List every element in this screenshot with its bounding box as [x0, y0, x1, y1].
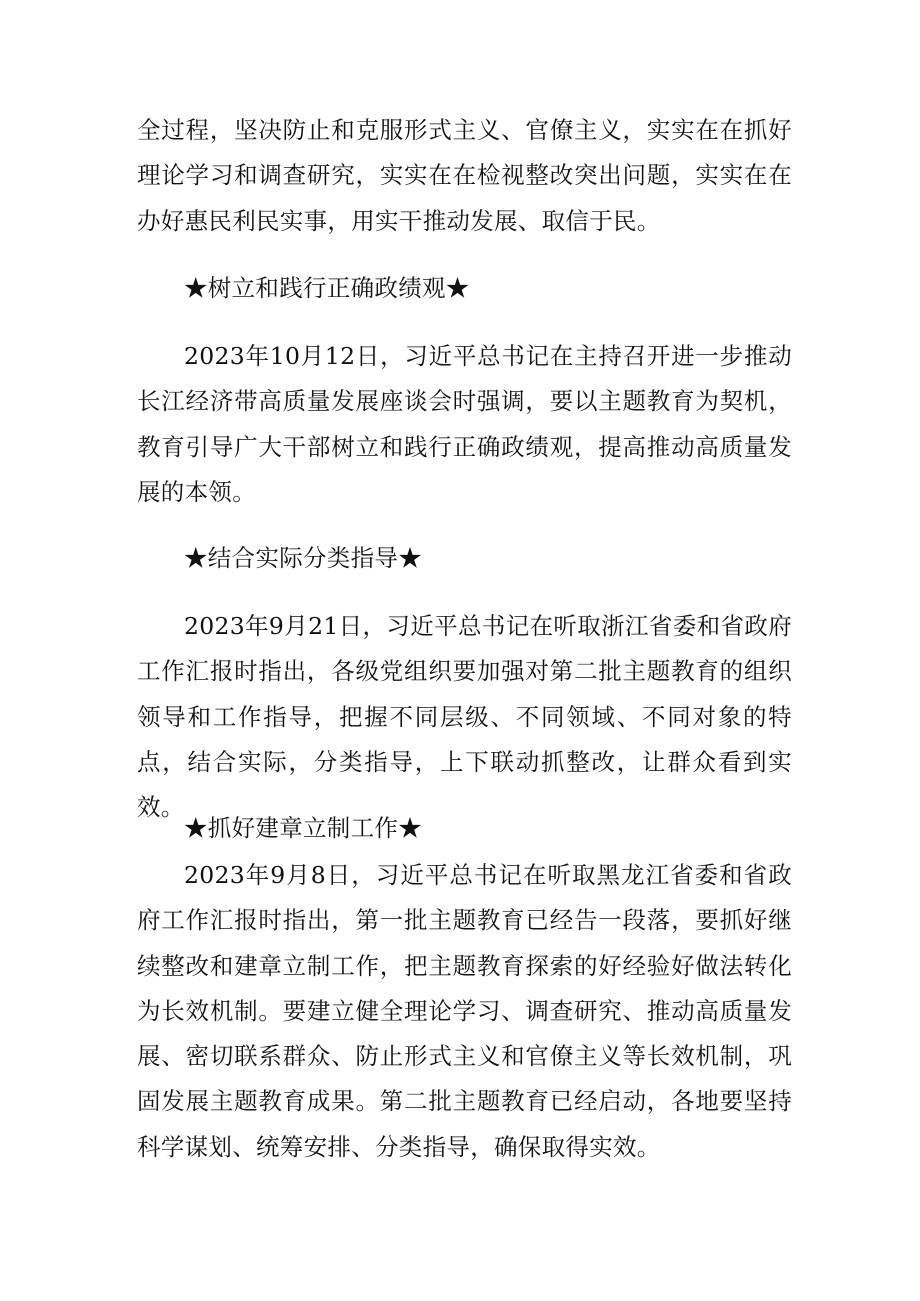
section-body-classified-guidance: 2023年9月21日，习近平总书记在听取浙江省委和省政府工作汇报时指出，各级党组织要加强对第二批主题教育的组织领导和工作指导，把握不同层级、不同领域、不同对象的特点，结合实际，分类指导，上下联动抓整改，让群众看到实效。 — [137, 612, 792, 822]
section-body-political-performance: 2023年10月12日，习近平总书记在主持召开进一步推动长江经济带高质量发展座谈会时强调，要以主题教育为契机，教育引导广大干部树立和践行正确政绩观，提高推动高质量发展的本领。 — [137, 342, 792, 506]
section-heading-institution-building: ★抓好建章立制工作★ — [184, 814, 422, 842]
section-body-institution-building: 2023年9月8日，习近平总书记在听取黑龙江省委和省政府工作汇报时指出，第一批主题教育已经告一段落，要抓好继续整改和建章立制工作，把主题教育探索的好经验好做法转化为长效机制。要建立健全理论学习、调查研究、推动高质量发展、密切联系群众、防止形式主义和官僚主义等长效机制，巩固发展主题教育成果。第二批主题教育已经启动，各地要坚持科学谋划、统筹安排、分类指导，确保取得实效。 — [137, 861, 792, 1161]
section-heading-classified-guidance: ★结合实际分类指导★ — [184, 544, 422, 572]
intro-paragraph: 全过程，坚决防止和克服形式主义、官僚主义，实实在在抓好理论学习和调查研究，实实在在检视整改突出问题，实实在在办好惠民利民实事，用实干推动发展、取信于民。 — [137, 116, 792, 235]
section-heading-political-performance: ★树立和践行正确政绩观★ — [184, 274, 470, 302]
